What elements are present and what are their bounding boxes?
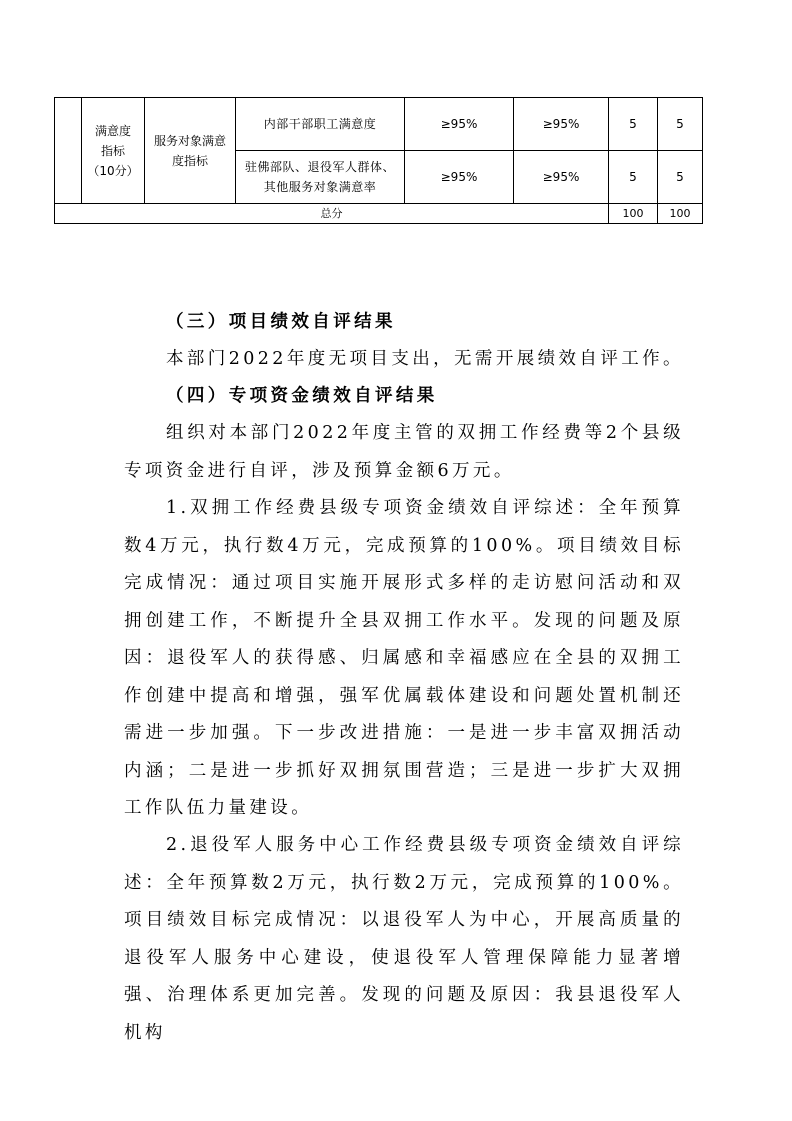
total-label: 总分	[55, 204, 609, 224]
weight-cell: 5	[609, 98, 658, 151]
weight-cell: 5	[609, 151, 658, 204]
total-row	[55, 204, 703, 224]
actual-cell: ≥95%	[514, 98, 609, 151]
section-4-heading: （四）专项资金绩效自评结果	[166, 386, 438, 406]
total-score: 100	[658, 204, 703, 224]
section-3-heading: （三）项目绩效自评结果	[166, 312, 396, 332]
section-4-intro: 组织对本部门2022年度主管的双拥工作经费等2个县级专项资金进行自评，涉及预算金额6万元。	[124, 423, 684, 481]
indicator-score: （10分）	[87, 163, 139, 178]
target-cell: ≥95%	[405, 98, 514, 151]
total-weight: 100	[609, 204, 658, 224]
sub-indicator-cell	[145, 98, 236, 204]
table-cell-blank	[55, 98, 82, 204]
indicator-label: 满意度指标	[94, 123, 131, 158]
performance-table	[54, 97, 703, 224]
item-cell	[236, 151, 405, 204]
score-cell: 5	[658, 151, 703, 204]
score-cell: 5	[658, 98, 703, 151]
paragraph-1: 1.双拥工作经费县级专项资金绩效自评综述：全年预算数4万元，执行数4万元，完成预算的100%。项目绩效目标完成情况：通过项目实施开展形式多样的走访慰问活动和双拥创建工作，不断提升全县双拥工作水平。发现的问题及原因：退役军人的获得感、归属感和幸福感应在全县的双拥工作创建中提高和增强，强军优属载体建设和问题处置机制还需进一步加强。下一步改进措施：一是进一步丰富双拥活动内涵；二是进一步抓好双拥氛围营造；三是进一步扩大双拥工作队伍力量建设。	[124, 498, 684, 818]
section-3-body: 本部门2022年度无项目支出，无需开展绩效自评工作。	[166, 349, 684, 369]
actual-cell: ≥95%	[514, 151, 609, 204]
target-cell: ≥95%	[405, 151, 514, 204]
item-text: 驻佛部队、退役军人群体、其他服务对象满意率	[245, 160, 396, 194]
paragraph-2: 2.退役军人服务中心工作经费县级专项资金绩效自评综述：全年预算数2万元，执行数2万元，完成预算的100%。项目绩效目标完成情况：以退役军人为中心，开展高质量的退役军人服务中心建设，使退役军人管理保障能力显著增强、治理体系更加完善。发现的问题及原因：我县退役军人机构	[124, 835, 684, 1043]
item-cell: 内部干部职工满意度	[236, 98, 405, 151]
table-row	[55, 98, 703, 151]
sub-indicator-label: 服务对象满意度指标	[153, 133, 226, 168]
indicator-cell	[82, 98, 145, 204]
